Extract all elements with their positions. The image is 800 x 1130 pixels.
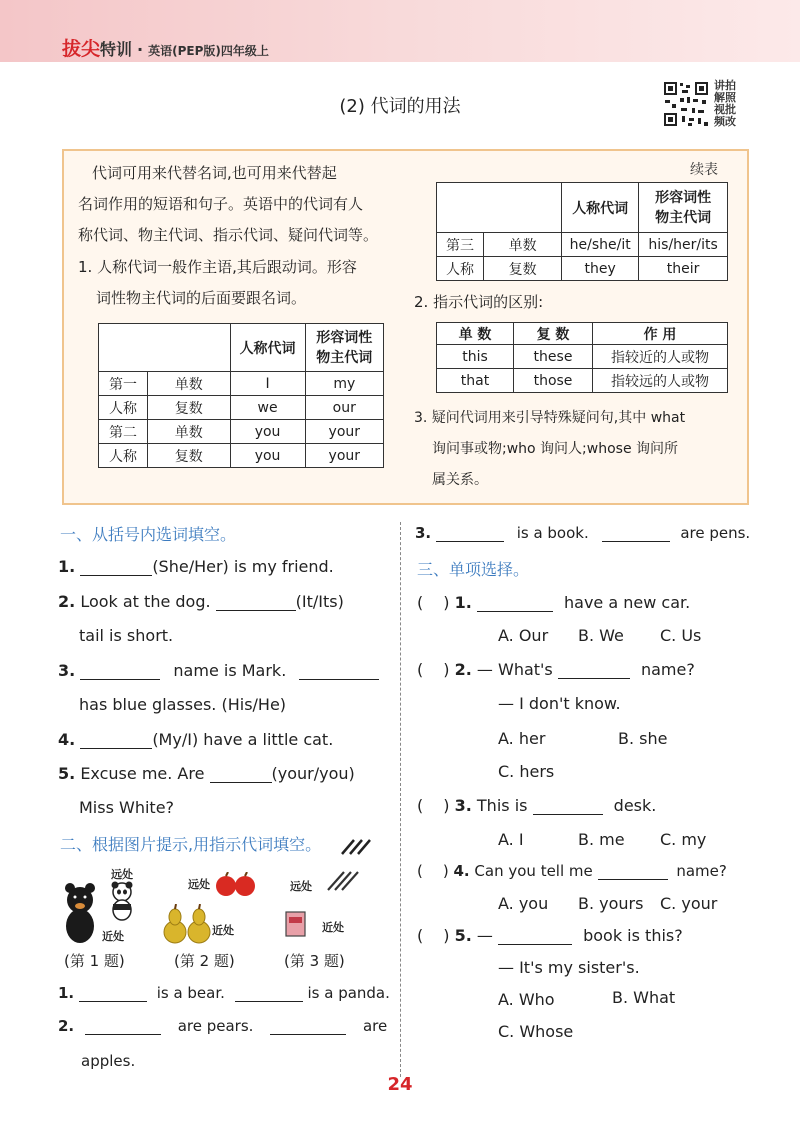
answer-blank <box>558 662 630 679</box>
option: A. Who <box>498 990 555 1009</box>
apples-icon <box>215 872 257 898</box>
bear-panda-picture <box>60 878 140 948</box>
option: A. I <box>498 830 524 849</box>
point1-line: 词性物主代词的后面要跟名词。 <box>96 289 307 307</box>
option: B. yours <box>578 894 644 913</box>
option: C. my <box>660 830 707 849</box>
p3-q1: ( ) 1. have a new car. <box>417 593 691 612</box>
book-icon <box>284 909 308 939</box>
column-divider <box>400 522 401 1077</box>
section-title: (2) 代词的用法 <box>339 96 461 117</box>
option: B. she <box>618 729 668 748</box>
near-label: 近处 <box>322 921 344 934</box>
intro-line: 名词作用的短语和句子。英语中的代词有人 <box>78 195 364 213</box>
p1-q2: 2. Look at the dog. (It/Its) <box>58 592 344 611</box>
far-label: 远处 <box>111 868 133 881</box>
answer-blank[interactable] <box>85 1018 161 1035</box>
p1-q3-line2: has blue glasses. (His/He) <box>79 695 287 714</box>
option: C. your <box>660 894 718 913</box>
answer-blank <box>598 863 668 880</box>
point1-line: 1. 人称代词一般作主语,其后跟动词。形容 <box>78 258 357 276</box>
p1-q4: 4. (My/I) have a little cat. <box>58 730 334 749</box>
part2-heading: 二、根据图片提示,用指示代词填空。 <box>60 835 322 854</box>
option: B. me <box>578 830 625 849</box>
option: A. her <box>498 729 546 748</box>
p2-q3: 3. is a book. are pens. <box>415 524 751 542</box>
brand-separator: · <box>137 40 144 59</box>
answer-blank[interactable] <box>299 663 379 680</box>
p1-q2-line2: tail is short. <box>79 626 174 645</box>
p1-q3: 3. name is Mark. <box>58 661 379 680</box>
answer-blank[interactable] <box>210 766 272 783</box>
p3-q4: ( ) 4. Can you tell me name? <box>417 862 727 880</box>
far-label: 远处 <box>290 880 312 893</box>
answer-blank[interactable] <box>80 732 152 749</box>
grammar-box <box>62 149 749 505</box>
option: C. hers <box>498 762 555 781</box>
p3-q5-line2: — It's my sister's. <box>498 958 640 977</box>
p1-q5-line2: Miss White? <box>79 798 175 817</box>
p2-q1: 1. is a bear. is a panda. <box>58 984 390 1002</box>
brand-red: 拔尖 <box>62 38 101 60</box>
p3-q5: ( ) 5. — book is this? <box>417 926 683 945</box>
point2: 2. 指示代词的区别: <box>414 293 544 311</box>
page-number: 24 <box>387 1074 413 1095</box>
brand-black: 特训 <box>100 40 133 59</box>
point3-line: 询问事或物;who 询问人;whose 询问所 <box>432 441 679 457</box>
point3-line: 3. 疑问代词用来引导特殊疑问句,其中 what <box>414 410 686 426</box>
picture-caption: (第 3 题) <box>284 952 345 970</box>
option: A. Our <box>498 626 549 645</box>
near-label: 近处 <box>102 930 124 943</box>
qr-code-icon[interactable] <box>662 80 710 128</box>
option: A. you <box>498 894 549 913</box>
option: B. What <box>612 988 676 1007</box>
point3-line: 属关系。 <box>432 472 488 488</box>
p3-q2-line2: — I don't know. <box>498 694 621 713</box>
part1-heading: 一、从括号内选词填空。 <box>60 525 237 544</box>
pears-icon <box>162 904 214 944</box>
continued-label: 续表 <box>690 162 718 178</box>
answer-blank[interactable] <box>80 663 160 680</box>
pens-icon <box>326 870 362 892</box>
p2-q2: 2. are pears. are <box>58 1017 388 1035</box>
p2-q2-line2: apples. <box>81 1052 136 1070</box>
brand <box>62 34 269 61</box>
qr-label: 讲拍 解照 视批 频改 <box>714 79 736 128</box>
answer-paren-space[interactable] <box>423 929 443 945</box>
option: C. Us <box>660 626 702 645</box>
answer-paren-space[interactable] <box>423 799 443 815</box>
pen-icon <box>340 838 374 856</box>
option: C. Whose <box>498 1022 574 1041</box>
p1-q5: 5. Excuse me. Are (your/you) <box>58 764 355 783</box>
answer-blank[interactable] <box>80 559 152 576</box>
intro-line: 代词可用来代替名词,也可用来代替起 <box>92 164 337 182</box>
part3-heading: 三、单项选择。 <box>417 560 530 579</box>
intro-line: 称代词、物主代词、指示代词、疑问代词等。 <box>78 226 379 244</box>
p1-q1: 1. (She/Her) is my friend. <box>58 557 334 576</box>
answer-blank[interactable] <box>216 594 296 611</box>
personal-pronoun-table: 人称代词 形容词性 物主代词 第一 单数 I my 人称 复数 we our 第二 单数 you your 人称 复数 you your <box>98 323 384 468</box>
option: B. We <box>578 626 624 645</box>
third-person-table: 人称代词 形容词性 物主代词 第三 单数 he/she/it his/her/its 人称 复数 they their <box>436 182 728 281</box>
answer-paren-space[interactable] <box>423 663 443 679</box>
answer-blank <box>533 798 603 815</box>
answer-paren-space[interactable] <box>423 864 443 880</box>
demonstrative-table: 单 数 复 数 作 用 this these 指较近的人或物 that those 指较远的人或物 <box>436 322 728 393</box>
picture-caption: (第 2 题) <box>174 952 235 970</box>
p3-q3: ( ) 3. This is desk. <box>417 796 657 815</box>
far-label: 远处 <box>188 878 210 891</box>
answer-blank <box>477 595 553 612</box>
answer-paren-space[interactable] <box>423 596 443 612</box>
answer-blank[interactable] <box>602 525 670 542</box>
p3-q2: ( ) 2. — What's name? <box>417 660 695 679</box>
bear-icon <box>65 883 95 943</box>
page-header <box>0 0 800 62</box>
picture-caption: (第 1 题) <box>64 952 125 970</box>
answer-blank <box>498 928 572 945</box>
brand-subtitle: 英语(PEP版)四年级上 <box>148 44 269 58</box>
answer-blank[interactable] <box>270 1018 346 1035</box>
answer-blank[interactable] <box>79 985 147 1002</box>
answer-blank[interactable] <box>436 525 504 542</box>
answer-blank[interactable] <box>235 985 303 1002</box>
panda-icon <box>112 882 133 921</box>
near-label: 近处 <box>212 924 234 937</box>
